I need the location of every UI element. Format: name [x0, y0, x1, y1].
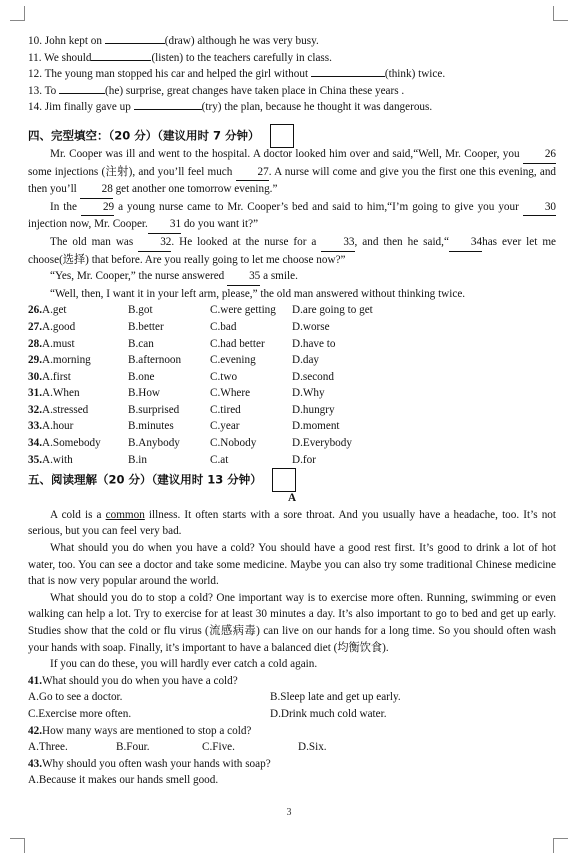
option-d[interactable]: D.Six.	[298, 741, 327, 754]
question-41-options-2	[28, 706, 556, 723]
option-a[interactable]: 28.A.must	[28, 337, 75, 350]
option-b[interactable]: B.How	[128, 387, 161, 400]
option-a[interactable]: 32.A.stressed	[28, 403, 89, 416]
item-10: 10. John kept on (draw) although he was very busy.	[28, 35, 319, 47]
option-c[interactable]: C.Where	[210, 387, 251, 400]
option-d[interactable]: D.worse	[292, 320, 330, 333]
option-b[interactable]: B.Anybody	[128, 437, 180, 450]
crop-mark-bottom-left	[10, 838, 25, 853]
cloze-option-row	[28, 452, 556, 469]
option-a[interactable]: 27.A.good	[28, 320, 76, 333]
option-a[interactable]: 26.A.get	[28, 304, 67, 317]
reading-paragraph-4: If you can do these, you will hardly ever catch a cold again.	[50, 658, 318, 671]
item-12: 12. The young man stopped his car and helped the girl without (think) twice.	[28, 68, 446, 81]
option-c[interactable]: C.had better	[210, 337, 265, 350]
crop-mark-top-left	[10, 6, 25, 21]
cloze-option-row	[28, 369, 556, 386]
page-number: 3	[286, 807, 292, 818]
option-d[interactable]: D.for	[292, 453, 316, 466]
option-c[interactable]: C.Exercise more often.	[28, 707, 132, 720]
item-11: 11. We should (listen) to the teachers carefully in class.	[28, 51, 332, 64]
passage-label: A	[287, 492, 297, 505]
option-d[interactable]: D.Drink much cold water.	[270, 707, 387, 720]
crop-mark-bottom-right	[553, 838, 568, 853]
cloze-paragraph-2: In the 29 a young nurse came to Mr. Cooper’s bed and said to him,“I’m going to give you your 30 injection now, Mr. Cooper. 31 do you want it?”	[28, 199, 556, 234]
option-c[interactable]: C.Nobody	[210, 437, 257, 450]
option-d[interactable]: D.hungry	[292, 403, 335, 416]
option-c[interactable]: C.tired	[210, 403, 241, 416]
cloze-blank-34: 34	[449, 234, 482, 252]
answer-blank[interactable]	[59, 93, 105, 94]
cloze-option-row	[28, 319, 556, 336]
option-a[interactable]: 35.A.with	[28, 453, 73, 466]
cloze-option-row	[28, 418, 556, 435]
question-43: 43.Why should you often wash your hands with soap?	[28, 757, 271, 770]
option-b[interactable]: B.minutes	[128, 420, 174, 433]
option-b[interactable]: B.surprised	[128, 403, 180, 416]
option-a[interactable]: 31.A.When	[28, 387, 80, 400]
section-5-heading: 五、阅读理解（20 分）（建议用时 13 分钟）	[28, 468, 556, 490]
option-b[interactable]: B.got	[128, 304, 153, 317]
option-c[interactable]: C.were getting	[210, 304, 276, 317]
option-b[interactable]: B.Sleep late and get up early.	[270, 691, 401, 704]
cloze-paragraph-3: The old man was 32. He looked at the nurse for a 33, and then he said,“ 34has ever let me choose(选择) that before. Are you really going to let me choose now?”	[28, 235, 556, 266]
section-4-heading: 四、完型填空：（20 分）（建议用时 7 分钟）	[28, 124, 556, 146]
option-c[interactable]: C.two	[210, 370, 238, 383]
cloze-option-row	[28, 435, 556, 452]
cloze-blank-31: 31	[148, 216, 181, 234]
page-content	[28, 33, 556, 789]
reading-paragraph-1: A cold is a common illness. It often starts with a sore throat. And you usually have a headache, too. It’s not serious, but you can feel very bad.	[28, 508, 556, 538]
cloze-paragraph-5: “Well, then, I want it in your left arm, please,” the old man answered without thinking twice.	[50, 287, 466, 300]
option-a[interactable]: 33.A.hour	[28, 420, 74, 433]
answer-blank[interactable]	[91, 60, 151, 61]
option-a[interactable]: 34.A.Somebody	[28, 437, 101, 450]
score-box[interactable]	[272, 468, 296, 492]
option-a[interactable]: A.Go to see a doctor.	[28, 691, 123, 704]
cloze-option-row	[28, 302, 556, 319]
cloze-blank-33: 33	[321, 234, 354, 252]
option-c[interactable]: C.evening	[210, 354, 256, 367]
option-c[interactable]: C.Five.	[202, 741, 235, 754]
question-42-options	[28, 739, 556, 756]
option-b[interactable]: B.in	[128, 453, 147, 466]
cloze-blank-30: 30	[523, 199, 556, 217]
crop-mark-top-right	[553, 6, 568, 21]
cloze-blank-32: 32	[138, 234, 171, 252]
item-14: 14. Jim finally gave up (try) the plan, because he thought it was dangerous.	[28, 101, 433, 114]
option-c[interactable]: C.at	[210, 453, 229, 466]
cloze-option-row	[28, 336, 556, 353]
option-b[interactable]: B.Four.	[116, 741, 150, 754]
option-d[interactable]: D.moment	[292, 420, 340, 433]
option-b[interactable]: B.one	[128, 370, 155, 383]
option-d[interactable]: D.are going to get	[292, 304, 373, 317]
reading-paragraph-3: What should you do to stop a cold? One important way is to exercise more often. Running, swimming or even walking can help a lot. Try to exercise for at least 30 minutes a day. It’s also important to go to bed and get up early. Studies show that the cold or flu virus (流感病毒) can live on our hands for a long time. So you should often wash your hands with soap. Finally, it’s important to have a balanced diet (均衡饮食).	[28, 591, 556, 654]
item-13: 13. To (he) surprise, great changes have taken place in China these years .	[28, 84, 405, 97]
option-b[interactable]: B.can	[128, 337, 154, 350]
cloze-paragraph-1: Mr. Cooper was ill and went to the hospital. A doctor looked him over and said,“Well, Mr. Cooper, you 26 some injections (注射), and you’ll feel much 27. A nurse will come and give you the first one this evening, and then you’ll 28 get another one tomorrow evening.”	[28, 146, 556, 199]
cloze-blank-35: 35	[227, 268, 260, 286]
cloze-paragraph-4: “Yes, Mr. Cooper,” the nurse answered 35 a smile.	[28, 268, 556, 286]
question-43-option-a[interactable]: A.Because it makes our hands smell good.	[28, 774, 219, 787]
option-d[interactable]: D.Why	[292, 387, 325, 400]
option-c[interactable]: C.bad	[210, 320, 237, 333]
option-d[interactable]: D.second	[292, 370, 334, 383]
answer-blank[interactable]	[134, 109, 202, 110]
reading-paragraph-2: What should you do when you have a cold? You should have a good rest first. It’s good to drink a lot of hot water, too. You can see a doctor and take some medicine. Maybe you can also try some traditional Chinese medicine that is now very popular around the world.	[28, 542, 556, 588]
cloze-blank-29: 29	[81, 199, 114, 217]
cloze-blank-28: 28	[80, 181, 113, 199]
option-a[interactable]: 30.A.first	[28, 370, 71, 383]
cloze-blank-27: 27	[236, 164, 269, 182]
question-41: 41.What should you do when you have a cold?	[28, 674, 238, 687]
option-d[interactable]: D.Everybody	[292, 437, 352, 450]
option-b[interactable]: B.better	[128, 320, 164, 333]
question-42: 42.How many ways are mentioned to stop a cold?	[28, 724, 252, 737]
cloze-option-row	[28, 402, 556, 419]
option-b[interactable]: B.afternoon	[128, 354, 182, 367]
answer-blank[interactable]	[311, 76, 385, 77]
option-d[interactable]: D.have to	[292, 337, 336, 350]
score-box[interactable]	[270, 124, 294, 148]
cloze-blank-26: 26	[523, 146, 556, 164]
question-41-options	[28, 689, 556, 706]
option-a[interactable]: A.Three.	[28, 741, 68, 754]
cloze-option-row	[28, 385, 556, 402]
cloze-option-row	[28, 352, 556, 369]
option-c[interactable]: C.year	[210, 420, 240, 433]
answer-blank[interactable]	[105, 43, 165, 44]
cloze-options	[28, 302, 556, 468]
option-a[interactable]: 29.A.morning	[28, 354, 91, 367]
option-d[interactable]: D.day	[292, 354, 320, 367]
